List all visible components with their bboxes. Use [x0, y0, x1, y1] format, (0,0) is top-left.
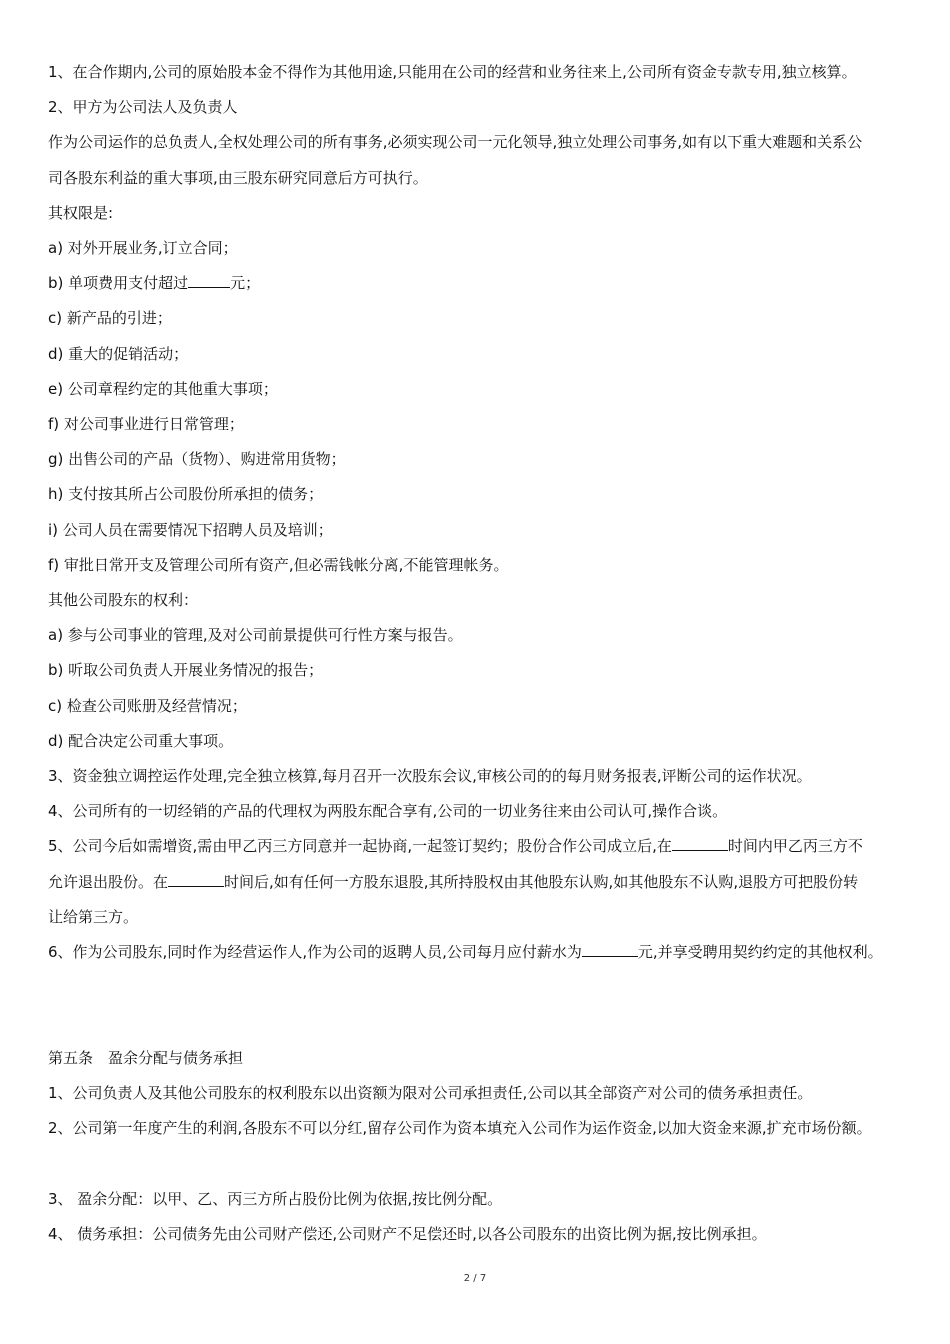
list-item: a) 参与公司事业的管理,及对公司前景提供可行性方案与报告。 — [48, 626, 463, 644]
paragraph-text: 时间后,如有任何一方股东退股,其所持股权由其他股东认购,如其他股东不认购,退股方可把股份转 — [224, 873, 859, 891]
paragraph-line: 1、在合作期内,公司的原始股本金不得作为其他用途,只能用在公司的经营和业务往来上,公司所有资金专款专用,独立核算。 — [48, 63, 857, 81]
section-title: 第五条 盈余分配与债务承担 — [48, 1049, 244, 1067]
paragraph-line — [48, 872, 858, 892]
list-item — [48, 273, 260, 293]
list-item: f) 对公司事业进行日常管理； — [48, 415, 244, 433]
paragraph-line: 作为公司运作的总负责人,全权处理公司的所有事务,必须实现公司一元化领导,独立处理公司事务,如有以下重大难题和关系公 — [48, 133, 863, 151]
paragraph-line: 3、资金独立调控运作处理,完全独立核算,每月召开一次股东会议,审核公司的的每月财务报表,评断公司的运作状况。 — [48, 767, 812, 785]
paragraph-line: 司各股东利益的重大事项,由三股东研究同意后方可执行。 — [48, 169, 428, 187]
paragraph-line: 1、公司负责人及其他公司股东的权利股东以出资额为限对公司承担责任,公司以其全部资产对公司的债务承担责任。 — [48, 1084, 813, 1102]
paragraph-line: 4、 债务承担：公司债务先由公司财产偿还,公司财产不足偿还时,以各公司股东的出资比例为据,按比例承担。 — [48, 1225, 767, 1243]
fill-in-blank — [672, 836, 728, 851]
paragraph-line: 3、 盈余分配：以甲、乙、丙三方所占股份比例为依据,按比例分配。 — [48, 1190, 503, 1208]
paragraph-text: 元,并享受聘用契约约定的其他权利。 — [637, 943, 883, 961]
list-item: d) 配合决定公司重大事项。 — [48, 732, 234, 750]
paragraph-line: 其权限是: — [48, 204, 114, 222]
list-item: e) 公司章程约定的其他重大事项； — [48, 380, 278, 398]
paragraph-text: 6、作为公司股东,同时作为经营运作人,作为公司的返聘人员,公司每月应付薪水为 — [48, 943, 582, 961]
paragraph-line — [48, 836, 863, 856]
paragraph-line: 2、公司第一年度产生的利润,各股东不可以分红,留存公司作为资本填充入公司作为运作资金,以加大资金来源,扩充市场份额。 — [48, 1119, 872, 1137]
paragraph-line: 其他公司股东的权利： — [48, 591, 199, 609]
fill-in-blank — [188, 273, 230, 288]
paragraph-line: 让给第三方。 — [48, 908, 139, 926]
paragraph-text: 时间内甲乙丙三方不 — [727, 837, 863, 855]
list-item: h) 支付按其所占公司股份所承担的债务； — [48, 485, 324, 503]
list-item: f) 审批日常开支及管理公司所有资产,但必需钱帐分离,不能管理帐务。 — [48, 556, 509, 574]
paragraph-line: 2、甲方为公司法人及负责人 — [48, 98, 238, 116]
paragraph-text: 5、公司今后如需增资,需由甲乙丙三方同意并一起协商,一起签订契约；股份合作公司成立后,在 — [48, 837, 672, 855]
list-item-text: b) 单项费用支付超过 — [48, 274, 189, 292]
paragraph-line — [48, 942, 883, 962]
list-item: b) 听取公司负责人开展业务情况的报告； — [48, 661, 324, 679]
fill-in-blank — [168, 872, 224, 887]
list-item: i) 公司人员在需要情况下招聘人员及培训； — [48, 521, 333, 539]
list-item: g) 出售公司的产品（货物）、购进常用货物； — [48, 450, 346, 468]
fill-in-blank — [582, 942, 638, 957]
list-item: c) 新产品的引进； — [48, 309, 172, 327]
list-item: d) 重大的促销活动； — [48, 345, 189, 363]
paragraph-line: 4、公司所有的一切经销的产品的代理权为两股东配合享有,公司的一切业务往来由公司认可,操作合谈。 — [48, 802, 728, 820]
page-number: 2 / 7 — [463, 1273, 487, 1284]
list-item-text: 元； — [230, 274, 261, 292]
list-item: a) 对外开展业务,订立合同； — [48, 239, 238, 257]
paragraph-text: 允许退出股份。在 — [48, 873, 169, 891]
list-item: c) 检查公司账册及经营情况； — [48, 697, 247, 715]
